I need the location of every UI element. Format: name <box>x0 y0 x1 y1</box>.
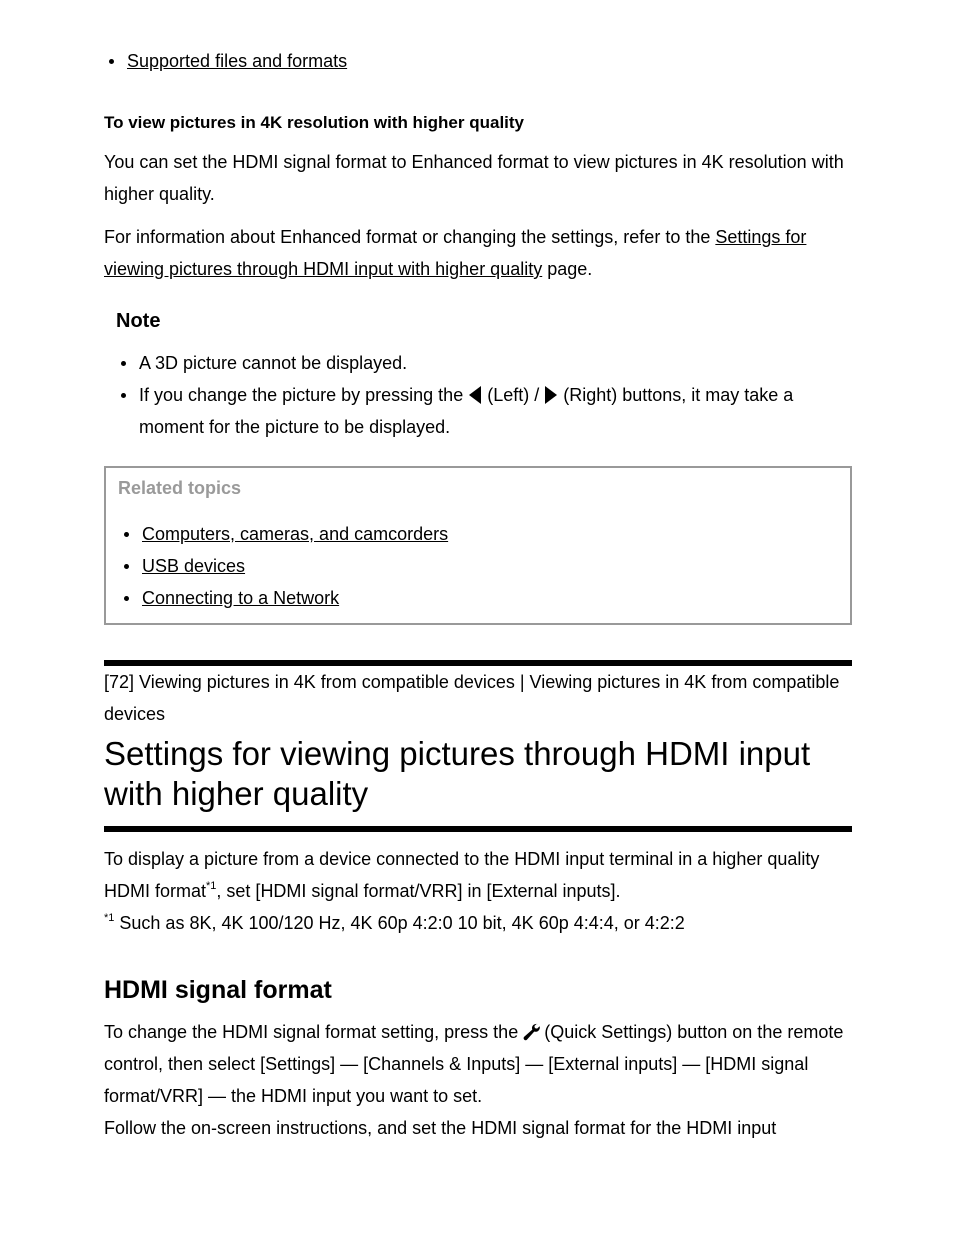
supported-files-link[interactable]: Supported files and formats <box>127 51 348 71</box>
title-divider <box>104 826 852 832</box>
note-text: A 3D picture cannot be displayed. <box>139 353 408 373</box>
left-arrow-icon <box>469 386 481 404</box>
section-heading-hdmi: HDMI signal format <box>104 976 332 1004</box>
right-arrow-icon <box>545 386 557 404</box>
related-link-usb[interactable]: USB devices <box>142 556 246 576</box>
list-item <box>142 518 448 550</box>
top-link-list <box>127 49 347 73</box>
related-topics-list <box>142 518 448 614</box>
footnote-mark: *1 <box>104 912 115 924</box>
related-link-computers[interactable]: Computers, cameras, and camcorders <box>142 524 449 544</box>
intro-text: , set [HDMI signal format/VRR] in [External inputs]. <box>216 881 621 901</box>
intro-paragraph <box>104 843 852 939</box>
paragraph-info-reference <box>104 221 844 285</box>
paragraph-text: For information about Enhanced format or changing the settings, refer to the <box>104 227 716 247</box>
note-text: If you change the picture by pressing the <box>139 385 464 405</box>
footnote-text: Such as 8K, 4K 100/120 Hz, 4K 60p 4:2:0 10 bit, 4K 60p 4:4:4, or 4:2:2 <box>114 913 685 933</box>
related-topics-box <box>104 466 852 625</box>
instruction-text: (Quick Settings) button on the remote control, then select [Settings] — [Channels & Inputs] — [External inputs] — [HDMI signal format/VRR] — the HDMI input you want to set. <box>104 1022 844 1106</box>
note-text: (Right) buttons, it may take a moment for the picture to be displayed. <box>139 385 794 437</box>
page-title: Settings for viewing pictures through HDMI input with higher quality <box>104 735 811 812</box>
list-item <box>139 379 851 443</box>
related-link-network[interactable]: Connecting to a Network <box>142 588 340 608</box>
list-item <box>139 347 851 379</box>
instruction-text: Follow the on-screen instructions, and set the HDMI signal format for the HDMI input <box>104 1118 777 1138</box>
paragraph-text: page. <box>542 259 593 279</box>
list-item <box>142 550 448 582</box>
breadcrumb: [72] Viewing pictures in 4K from compatible devices | Viewing pictures in 4K from compatible devices <box>104 672 840 724</box>
intro-text: To display a picture from a device connected to the HDMI input terminal in a higher quality HDMI format <box>104 849 820 901</box>
note-list <box>139 347 851 443</box>
hdmi-instructions <box>104 1016 852 1144</box>
note-heading: Note <box>116 310 161 332</box>
list-item <box>127 49 347 73</box>
settings-hdmi-link[interactable]: Settings for viewing pictures through HDMI input with higher quality <box>104 227 807 279</box>
instruction-text: To change the HDMI signal format setting, press the <box>104 1022 519 1042</box>
sub-heading-4k: To view pictures in 4K resolution with higher quality <box>104 113 525 132</box>
paragraph-enhanced-format: You can set the HDMI signal format to Enhanced format to view pictures in 4K resolution with higher quality. <box>104 152 844 204</box>
footnote-ref: *1 <box>206 880 217 892</box>
related-topics-title: Related topics <box>118 478 242 498</box>
list-item <box>142 582 448 614</box>
note-text: (Left) / <box>487 385 540 405</box>
wrench-icon <box>522 1023 542 1041</box>
